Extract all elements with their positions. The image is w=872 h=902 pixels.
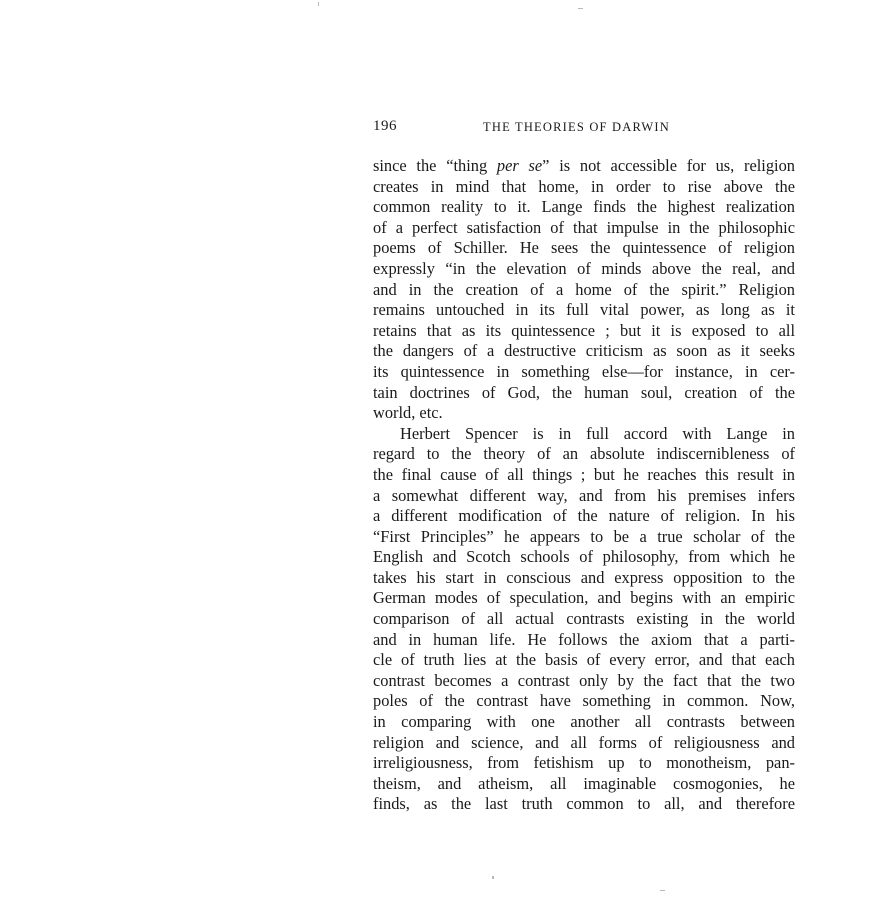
text-line: poems of Schiller. He sees the quintessence of religion	[373, 238, 795, 258]
text-line: a different modification of the nature of religion. In his	[373, 506, 795, 526]
text-line: and in the creation of a home of the spirit.” Religion	[373, 279, 795, 299]
text-line: theism, and atheism, all imaginable cosmogonies, he	[373, 773, 795, 793]
text-line: “First Principles” he appears to be a true scholar of the	[373, 526, 795, 546]
text-line: the final cause of all things ; but he reaches this result in	[373, 464, 795, 484]
text-line: the dangers of a destructive criticism as soon as it seeks	[373, 341, 795, 361]
paragraph-end-line: world, etc.	[373, 403, 443, 423]
italic-phrase: per se	[496, 156, 543, 175]
text-line: cle of truth lies at the basis of every error, and that each	[373, 650, 795, 670]
text-line: German modes of speculation, and begins with an empiric	[373, 588, 795, 608]
page-header	[373, 118, 795, 138]
text-line: remains untouched in its full vital power, as long as it	[373, 300, 795, 320]
text-line: expressly “in the elevation of minds above the real, and	[373, 258, 795, 278]
scan-speck	[578, 8, 583, 9]
text-line: of a perfect satisfaction of that impulse in the philosophic	[373, 217, 795, 237]
running-title: THE THEORIES OF DARWIN	[483, 120, 670, 134]
text-line: since the “thing per se” is not accessible for us, religion	[373, 156, 795, 175]
body-text	[373, 156, 795, 815]
page-number: 196	[373, 118, 397, 134]
text-line: retains that as its quintessence ; but it is exposed to all	[373, 320, 795, 340]
text-line: takes his start in conscious and express opposition to the	[373, 567, 795, 587]
paragraph-start-line: Herbert Spencer is in full accord with Lange in	[400, 423, 795, 443]
text-line: common reality to it. Lange finds the highest realization	[373, 197, 795, 217]
text-line: comparison of all actual contrasts existing in the world	[373, 609, 795, 629]
text-line: tain doctrines of God, the human soul, creation of the	[373, 382, 795, 402]
text-line: religion and science, and all forms of religiousness and	[373, 732, 795, 752]
text-line: irreligiousness, from fetishism up to monotheism, pan-	[373, 753, 795, 773]
scan-speck	[660, 890, 665, 891]
scan-speck	[318, 2, 319, 6]
text-line: contrast becomes a contrast only by the fact that the two	[373, 670, 795, 690]
text-line: regard to the theory of an absolute indiscernibleness of	[373, 444, 795, 464]
text-line: and in human life. He follows the axiom that a parti-	[373, 629, 795, 649]
text-line: its quintessence in something else—for instance, in cer-	[373, 361, 795, 381]
text-line: creates in mind that home, in order to rise above the	[373, 176, 795, 196]
text-line: English and Scotch schools of philosophy, from which he	[373, 547, 795, 567]
scan-speck	[492, 876, 494, 879]
text-line: in comparing with one another all contrasts between	[373, 712, 795, 732]
text-line: a somewhat different way, and from his premises infers	[373, 485, 795, 505]
text-line: finds, as the last truth common to all, and therefore	[373, 794, 795, 814]
text-line: poles of the contrast have something in common. Now,	[373, 691, 795, 711]
